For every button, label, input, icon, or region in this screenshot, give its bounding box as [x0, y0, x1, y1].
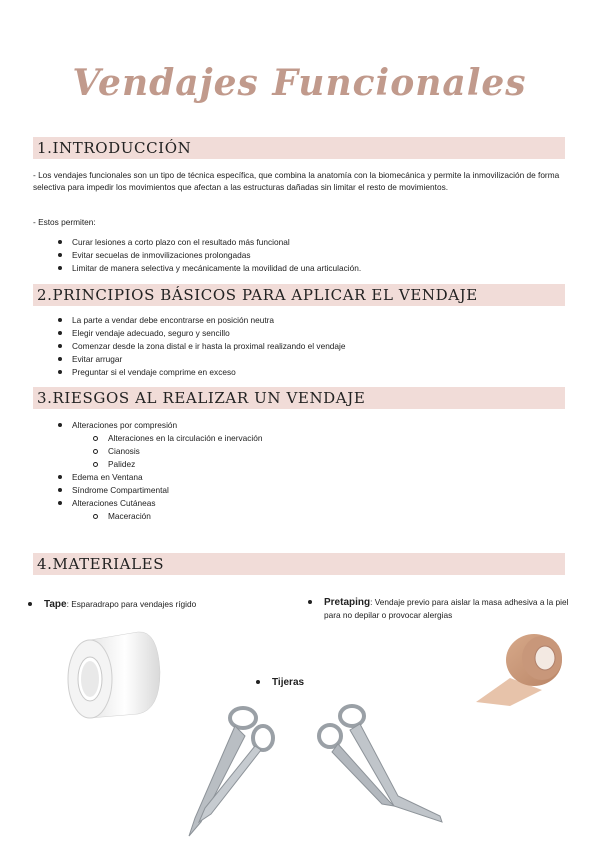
list-item: La parte a vendar debe encontrarse en posición neutra — [72, 314, 346, 327]
intro-list — [0, 236, 361, 275]
list-item: Síndrome Compartimental — [72, 484, 263, 497]
document-title: Vendajes Funcionales — [72, 62, 527, 104]
tape-roll-image — [60, 622, 170, 722]
intro-lead: - Estos permiten: — [33, 217, 96, 227]
material-description: : Esparadrapo para vendajes rígido — [66, 599, 197, 609]
material-name: Pretaping — [324, 597, 371, 608]
section-principios-bar — [33, 284, 565, 306]
scissors-image — [310, 700, 450, 830]
list-item: Maceración — [108, 510, 263, 523]
material-pretaping — [324, 596, 579, 621]
bullet-icon — [256, 680, 260, 684]
list-item: Palidez — [108, 458, 263, 471]
list-item: Alteraciones Cutáneas — [72, 497, 263, 510]
list-item: Alteraciones en la circulación e inervación — [108, 432, 263, 445]
list-item: Evitar secuelas de inmovilizaciones prolongadas — [72, 249, 361, 262]
material-tape — [44, 598, 264, 611]
section-heading: 4.MATERIALES — [37, 555, 165, 573]
list-item: Curar lesiones a corto plazo con el resultado más funcional — [72, 236, 361, 249]
material-description: : Vendaje previo para aislar la masa adhesiva a la piel para no depilar o provocar alergias — [324, 597, 569, 620]
list-item: Comenzar desde la zona distal e ir hasta la proximal realizando el vendaje — [72, 340, 346, 353]
principios-list — [0, 314, 346, 379]
pretaping-roll-image — [470, 628, 570, 708]
list-item: Alteraciones por compresión — [72, 419, 263, 432]
section-materiales-bar — [33, 553, 565, 575]
material-name: Tape — [44, 599, 67, 610]
list-item: Limitar de manera selectiva y mecánicamente la movilidad de una articulación. — [72, 262, 361, 275]
list-item: Elegir vendaje adecuado, seguro y sencillo — [72, 327, 346, 340]
scissors-image — [175, 698, 285, 843]
material-name: Tijeras — [272, 677, 305, 688]
section-heading: 2.PRINCIPIOS BÁSICOS PARA APLICAR EL VENDAJE — [37, 286, 478, 304]
riesgos-list — [0, 419, 263, 523]
section-heading: 1.INTRODUCCIÓN — [37, 139, 192, 157]
material-scissors — [272, 676, 304, 689]
list-item: Cianosis — [108, 445, 263, 458]
bullet-icon — [308, 600, 312, 604]
intro-paragraph: - Los vendajes funcionales son un tipo de técnica específica, que combina la anatomía con la biomecánica y permite la inmovilización de forma selectiva para impedir los movimientos que afectan a las estructuras dañadas sin limitar el resto de movimientos. — [33, 170, 560, 192]
section-heading: 3.RIESGOS AL REALIZAR UN VENDAJE — [37, 389, 366, 407]
list-item: Preguntar si el vendaje comprime en exceso — [72, 366, 346, 379]
section-riesgos-bar — [33, 387, 565, 409]
list-item: Evitar arrugar — [72, 353, 346, 366]
section-introduccion-bar — [33, 137, 565, 159]
bullet-icon — [28, 602, 32, 606]
list-item: Edema en Ventana — [72, 471, 263, 484]
